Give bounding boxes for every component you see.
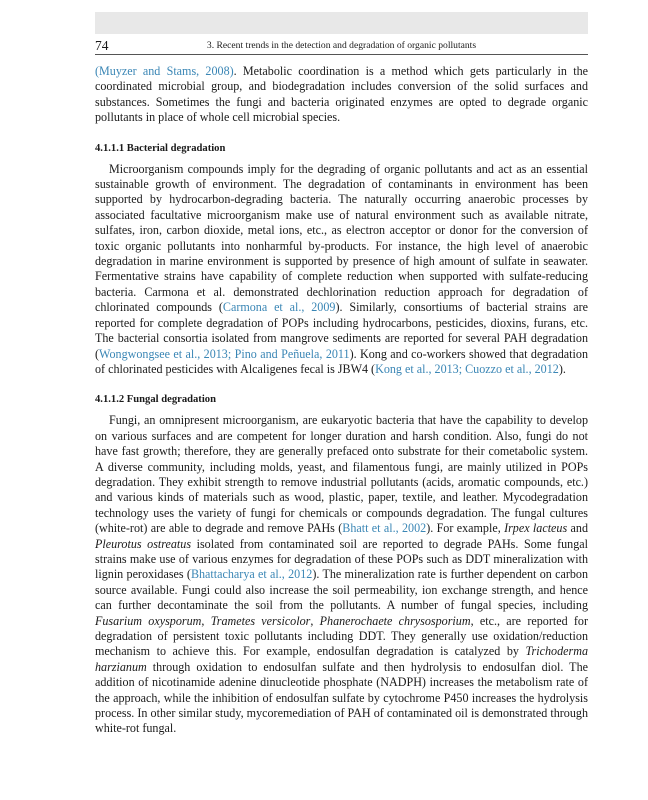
page-header <box>95 37 588 55</box>
page-number: 74 <box>95 38 109 53</box>
page-body <box>95 64 588 737</box>
bacterial-paragraph: Microorganism compounds imply for the degrading of organic pollutants and act as an essential sustainable growth of environment. The degradation of contaminants in environment has been supported by hydrocarbon-degrading bacteria. The naturally occurring anaerobic processes by associated facultative microorganism make use of natural environment such as available nitrate, sulfates, iron, carbon dioxide, metal ions, etc., as electron acceptor or donor for the conversion of toxic organic pollutants into nonharmful by-products. For instance, the high level of anaerobic degradation in marine environment is supported by presence of high amount of sulfate in seawater. Fermentative strains have capability of complete reduction when supported with sulfate-reducing bacteria. Carmona et al. demonstrated dechlorination reduction approach for degradation of chlorinated compounds (Carmona et al., 2009). Similarly, consortiums of bacterial strains are reported for complete degradation of POPs including hydrocarbons, pesticides, dioxins, furans, etc. The bacterial consortia isolated from mangrove sediments are reported for several PAH degradation (Wongwongsee et al., 2013; Pino and Peñuela, 2011). Kong and co-workers showed that degradation of chlorinated pesticides with Alcaligenes fecal is JBW4 (Kong et al., 2013; Cuozzo et al., 2012). <box>95 161 588 376</box>
species-name: Phanerochaete chrysosporium <box>319 613 471 628</box>
citation-link[interactable]: Wongwongsee et al., 2013; Pino and Peñuela, 2011 <box>99 346 350 361</box>
species-name: Trichoderma harzianum <box>95 644 588 674</box>
species-name: Pleurotus ostreatus <box>95 536 192 551</box>
citation-link[interactable]: Bhattacharya et al., 2012 <box>190 567 313 582</box>
citation-link[interactable]: Kong et al., 2013; Cuozzo et al., 2012 <box>375 361 559 376</box>
species-name: Irpex lacteus <box>504 521 568 536</box>
species-name: Fusarium oxysporum <box>95 613 202 628</box>
intro-paragraph: (Muyzer and Stams, 2008). Metabolic coordination is a method which gets particularly in the coordinated microbial group, and biodegradation includes conversion of the solid surfaces and substances. Sometimes the fungi and bacteria originated enzymes are opted to degrade organic pollutants in place of whole cell microbial species. <box>95 64 588 125</box>
section-heading-bacterial: 4.1.1.1 Bacterial degradation <box>95 142 226 154</box>
citation-link[interactable]: Carmona et al., 2009 <box>222 300 336 315</box>
species-name: Trametes versicolor <box>210 613 311 628</box>
citation-link[interactable]: (Muyzer and Stams, 2008) <box>95 64 234 78</box>
section-heading-fungal: 4.1.1.2 Fungal degradation <box>95 394 216 406</box>
citation-link[interactable]: Bhatt et al., 2002 <box>342 521 427 536</box>
header-band <box>95 12 588 34</box>
running-title: 3. Recent trends in the detection and degradation of organic pollutants <box>206 40 477 51</box>
fungal-paragraph: Fungi, an omnipresent microorganism, are eukaryotic bacteria that have the capability to develop on various surfaces and are competent for longer duration and harsh condition. Also, fungi do not have fast growth; therefore, they are generally prefaced onto substrate for their cometabolic system. A diverse community, including molds, yeast, and filamentous fungi, are mainly utilized in POPs degradation. They exhibit strength to remove industrial pollutants (acids, aromatic compounds, etc.) and various kinds of materials such as wood, plastic, paper, textile, and leather. Mycodegradation technology uses the variety of fungi for chemicals or compounds degradation. The fungal cultures (white-rot) are able to degrade and remove PAHs (Bhatt et al., 2002). For example, Irpex lacteus and Pleurotus ostreatus isolated from contaminated soil are reported to degrade PAHs. Some fungal strains make use of various enzymes for degradation of these POPs such as DDT mineralization with lignin peroxidases (Bhattacharya et al., 2012). The mineralization rate is further dependent on carbon source available. Fungi could also increase the soil permeability, ion exchange strength, and hence can further decontaminate the soil from the pollutants. A number of fungal species, including Fusarium oxysporum, Trametes versicolor, Phanerochaete chrysosporium, etc., are reported for degradation of persistent toxic pollutants including DDT. They generally use oxidation/reduction mechanism to achieve this. For example, endosulfan degradation is catalyzed by Trichoderma harzianum through oxidation to endosulfan sulfate and then hydrolysis to endosulfan diol. The addition of nicotinamide adenine dinucleotide phosphate (NADPH) increases the metabolism rate of the approach, while the inhibition of endosulfan sulfate by cytochrome P450 increases the hydrolysis process. In other similar study, mycoremediation of PAH of contaminated oil is demonstrated through white-rot fungal. <box>95 413 588 736</box>
